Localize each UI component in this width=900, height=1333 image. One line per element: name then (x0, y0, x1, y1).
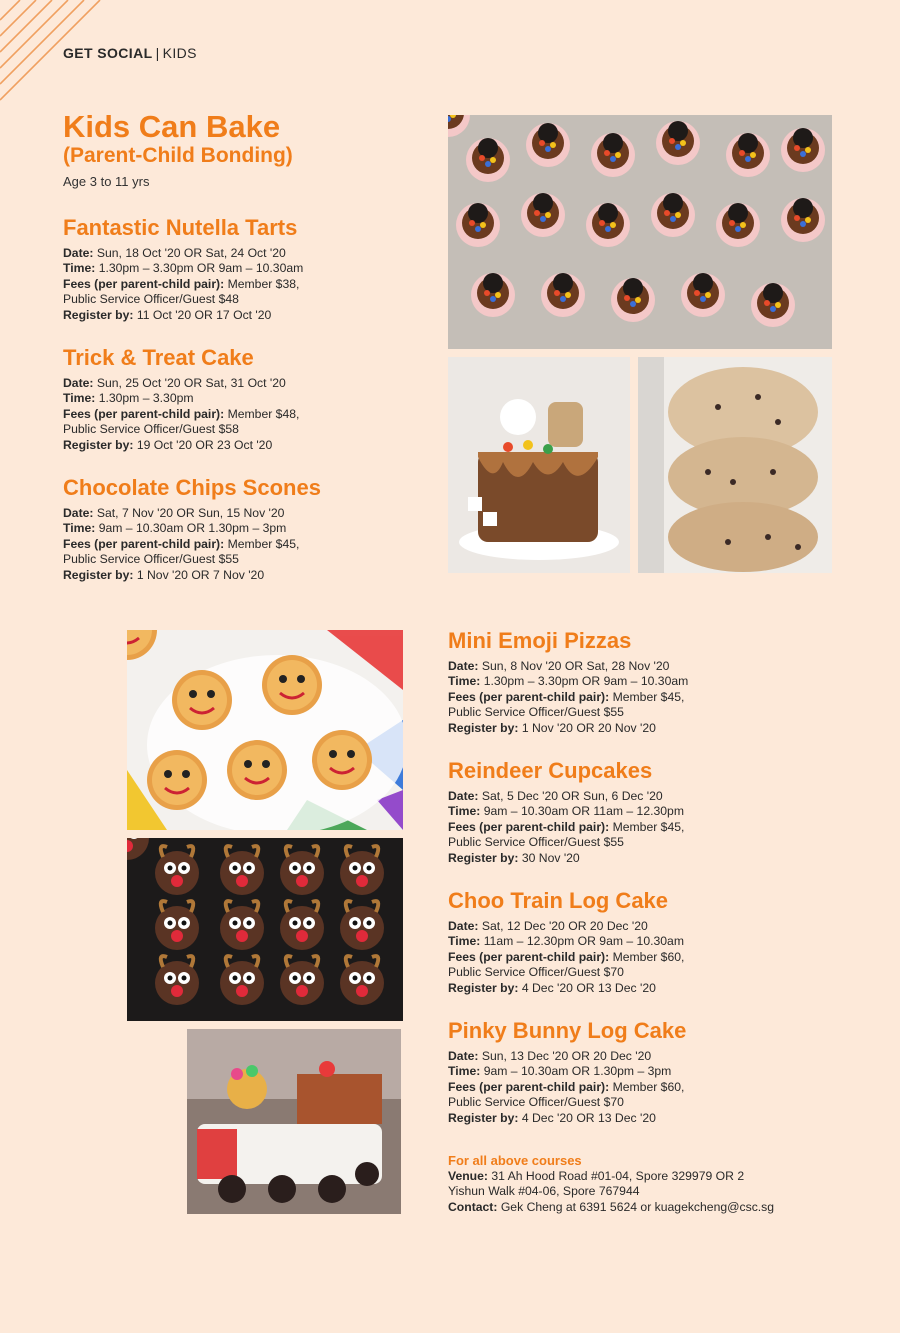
time-label: Time: (448, 1064, 481, 1079)
course-mini-emoji-pizzas (448, 628, 808, 736)
course-date: Sun, 25 Oct '20 OR Sat, 31 Oct '20 (96, 376, 286, 390)
venue-line-2: Yishun Walk #04-06, Spore 767944 (448, 1184, 640, 1199)
course-chocolate-chips-scones (63, 475, 423, 583)
course-fees-member: Member $48, (227, 406, 300, 421)
register-label: Register by: (448, 850, 519, 865)
header-subsection: KIDS (162, 45, 197, 61)
course-date: Sat, 7 Nov '20 OR Sun, 15 Nov '20 (96, 506, 285, 520)
course-fees-other: Public Service Officer/Guest $55 (448, 705, 624, 720)
course-register-by: 4 Dec '20 OR 13 Dec '20 (521, 1110, 656, 1125)
course-fees-member: Member $60, (612, 949, 685, 964)
course-date: Sun, 13 Dec '20 OR 20 Dec '20 (481, 1049, 652, 1063)
fees-label: Fees (per parent-child pair): (448, 1079, 610, 1094)
page-subtitle: (Parent-Child Bonding) (63, 144, 293, 167)
header-separator: | (155, 45, 160, 61)
nutella-tarts-photo (448, 115, 832, 349)
course-reindeer-cupcakes (448, 758, 808, 866)
main-title-block (63, 110, 293, 189)
register-label: Register by: (448, 720, 519, 735)
venue-label: Venue: (448, 1169, 488, 1183)
course-trick-treat-cake (63, 345, 423, 453)
emoji-pizzas-photo (127, 630, 403, 830)
course-fees-member: Member $45, (612, 819, 685, 834)
fees-label: Fees (per parent-child pair): (63, 276, 225, 291)
reindeer-cupcakes-photo (127, 838, 403, 1021)
train-log-cake-photo (187, 1029, 401, 1214)
page-title: Kids Can Bake (63, 109, 281, 144)
header-section: GET SOCIAL (63, 45, 153, 61)
fees-label: Fees (per parent-child pair): (448, 949, 610, 964)
course-register-by: 11 Oct '20 OR 17 Oct '20 (136, 307, 272, 322)
venue-line-1: 31 Ah Hood Road #01-04, Spore 329979 OR 2 (491, 1169, 745, 1183)
time-label: Time: (63, 261, 96, 276)
course-fees-member: Member $45, (227, 536, 300, 551)
contact-label: Contact: (448, 1199, 498, 1214)
course-register-by: 30 Nov '20 (521, 850, 580, 865)
time-label: Time: (63, 521, 96, 536)
course-time: 9am – 10.30am OR 1.30pm – 3pm (483, 1064, 672, 1079)
course-register-by: 1 Nov '20 OR 20 Nov '20 (521, 720, 656, 735)
time-label: Time: (448, 674, 481, 689)
course-choo-train-log-cake (448, 888, 808, 996)
course-time: 1.30pm – 3.30pm OR 9am – 10.30am (98, 261, 304, 276)
time-label: Time: (448, 804, 481, 819)
register-label: Register by: (448, 1110, 519, 1125)
course-fees-other: Public Service Officer/Guest $58 (63, 422, 239, 437)
register-label: Register by: (63, 307, 134, 322)
course-fees-other: Public Service Officer/Guest $70 (448, 1095, 624, 1110)
course-title: Mini Emoji Pizzas (448, 628, 632, 653)
date-label: Date: (448, 789, 479, 803)
course-register-by: 19 Oct '20 OR 23 Oct '20 (136, 437, 273, 452)
course-date: Sun, 18 Oct '20 OR Sat, 24 Oct '20 (96, 246, 286, 260)
course-time: 9am – 10.30am OR 1.30pm – 3pm (98, 521, 287, 536)
course-date: Sat, 5 Dec '20 OR Sun, 6 Dec '20 (481, 789, 663, 803)
course-fees-other: Public Service Officer/Guest $70 (448, 965, 624, 980)
course-time: 9am – 10.30am OR 11am – 12.30pm (483, 804, 684, 819)
course-fees-other: Public Service Officer/Guest $55 (63, 552, 239, 567)
course-fantastic-nutella-tarts (63, 215, 423, 323)
course-date: Sat, 12 Dec '20 OR 20 Dec '20 (481, 919, 648, 933)
page-header (63, 45, 197, 61)
register-label: Register by: (63, 437, 134, 452)
course-fees-member: Member $45, (612, 689, 685, 704)
trick-treat-cake-photo (448, 357, 630, 573)
course-fees-member: Member $38, (227, 276, 300, 291)
register-label: Register by: (63, 567, 134, 582)
age-range: Age 3 to 11 yrs (63, 174, 150, 189)
course-title: Reindeer Cupcakes (448, 758, 653, 783)
date-label: Date: (448, 919, 479, 933)
course-title: Fantastic Nutella Tarts (63, 215, 298, 240)
venue-contact-block (448, 1153, 848, 1215)
fees-label: Fees (per parent-child pair): (448, 819, 610, 834)
course-title: Trick & Treat Cake (63, 345, 254, 370)
date-label: Date: (448, 1049, 479, 1063)
course-fees-member: Member $60, (612, 1079, 685, 1094)
fees-label: Fees (per parent-child pair): (63, 406, 225, 421)
course-time: 1.30pm – 3.30pm (98, 391, 194, 406)
course-fees-other: Public Service Officer/Guest $55 (448, 835, 624, 850)
date-label: Date: (63, 246, 94, 260)
register-label: Register by: (448, 980, 519, 995)
date-label: Date: (448, 659, 479, 673)
course-register-by: 4 Dec '20 OR 13 Dec '20 (521, 980, 656, 995)
course-time: 1.30pm – 3.30pm OR 9am – 10.30am (483, 674, 689, 689)
course-title: Choo Train Log Cake (448, 888, 669, 913)
chocolate-chip-scones-photo (638, 357, 832, 573)
time-label: Time: (448, 934, 481, 949)
date-label: Date: (63, 376, 94, 390)
time-label: Time: (63, 391, 96, 406)
fees-label: Fees (per parent-child pair): (448, 689, 610, 704)
date-label: Date: (63, 506, 94, 520)
course-title: Chocolate Chips Scones (63, 475, 321, 500)
course-date: Sun, 8 Nov '20 OR Sat, 28 Nov '20 (481, 659, 670, 673)
course-pinky-bunny-log-cake (448, 1018, 808, 1126)
contact-details: Gek Cheng at 6391 5624 or kuagekcheng@csc.sg (500, 1199, 775, 1214)
footer-title: For all above courses (448, 1153, 582, 1168)
course-register-by: 1 Nov '20 OR 7 Nov '20 (136, 567, 265, 582)
fees-label: Fees (per parent-child pair): (63, 536, 225, 551)
course-title: Pinky Bunny Log Cake (448, 1018, 687, 1043)
course-time: 11am – 12.30pm OR 9am – 10.30am (483, 934, 684, 949)
course-fees-other: Public Service Officer/Guest $48 (63, 292, 239, 307)
